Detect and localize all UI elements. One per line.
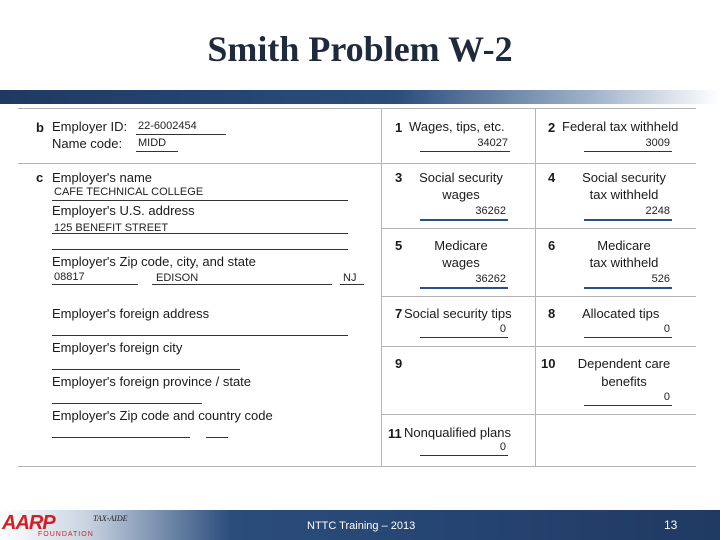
box-5-number: 5: [395, 238, 403, 253]
box-5-label-line1: Medicare: [434, 238, 488, 253]
field-underline: [420, 151, 510, 152]
grid-line: [18, 163, 696, 164]
employer-name-label: Employer's name: [52, 170, 153, 185]
field-underline: [52, 233, 348, 234]
slide-title: Smith Problem W-2: [207, 29, 513, 69]
box-2-value[interactable]: 3009: [645, 137, 670, 149]
field-underline: [52, 335, 348, 336]
field-underline: [52, 369, 240, 370]
aarp-foundation-text: FOUNDATION: [38, 531, 94, 538]
grid-line: [381, 108, 382, 466]
field-underline: [52, 200, 348, 201]
header-bar: [0, 90, 720, 104]
box-7-number: 7: [395, 306, 403, 321]
field-underline: [420, 455, 508, 456]
box-3-value[interactable]: 36262: [475, 205, 506, 217]
field-underline: [136, 151, 178, 152]
field-underline: [584, 405, 672, 406]
box-8-label: Allocated tips: [582, 306, 660, 321]
employer-id-value[interactable]: 22-6002454: [138, 120, 197, 132]
foreign-address-label: Employer's foreign address: [52, 306, 210, 321]
box-6-label-line1: Medicare: [597, 238, 651, 253]
field-underline: [420, 287, 508, 289]
name-code-value[interactable]: MIDD: [138, 137, 167, 149]
grid-line: [382, 296, 696, 297]
employer-id-label: Employer ID:: [52, 119, 128, 134]
foreign-zip-country-label: Employer's Zip code and country code: [52, 408, 273, 423]
field-underline: [52, 284, 138, 285]
grid-line: [535, 108, 536, 466]
grid-line: [18, 108, 696, 109]
box-10-label-line2: benefits: [601, 374, 647, 389]
tax-aide-text: TAX-AIDE: [93, 514, 128, 523]
box-2-label: Federal tax withheld: [562, 119, 679, 134]
field-underline: [420, 337, 508, 338]
field-underline: [52, 403, 202, 404]
foreign-province-label: Employer's foreign province / state: [52, 374, 252, 389]
grid-line: [382, 346, 696, 347]
box-10-value[interactable]: 0: [663, 391, 670, 403]
field-underline: [340, 284, 364, 285]
address-value[interactable]: 125 BENEFIT STREET: [54, 222, 169, 234]
field-underline: [584, 151, 672, 152]
box-10-label-line1: Dependent care: [577, 356, 671, 371]
box-11-number: 11: [388, 426, 402, 441]
field-underline: [52, 249, 348, 250]
grid-line: [382, 228, 696, 229]
box-4-label-line2: tax withheld: [589, 187, 659, 202]
state-value[interactable]: NJ: [343, 272, 357, 284]
grid-line: [18, 466, 696, 467]
box-4-value[interactable]: 2248: [645, 205, 670, 217]
box-b-letter: b: [36, 120, 44, 135]
name-code-label: Name code:: [52, 136, 123, 151]
city-value[interactable]: EDISON: [156, 272, 199, 284]
box-4-label-line1: Social security: [582, 170, 666, 185]
box-4-number: 4: [548, 170, 556, 185]
box-3-label-line1: Social security: [419, 170, 503, 185]
foreign-city-label: Employer's foreign city: [52, 340, 183, 355]
box-11-value[interactable]: 0: [499, 441, 506, 453]
box-8-value[interactable]: 0: [663, 323, 670, 335]
box-3-number: 3: [395, 170, 403, 185]
box-2-number: 2: [548, 120, 556, 135]
field-underline: [584, 337, 672, 338]
footer-program-text: NTTC Training – 2013: [307, 520, 416, 532]
box-1-label: Wages, tips, etc.: [409, 119, 505, 134]
field-underline: [584, 287, 672, 289]
box-1-number: 1: [395, 120, 403, 135]
field-underline: [136, 134, 226, 135]
zip-city-state-label: Employer's Zip code, city, and state: [52, 254, 256, 269]
box-8-number: 8: [548, 306, 556, 321]
field-underline: [206, 437, 228, 438]
box-c-letter: c: [36, 170, 44, 185]
aarp-logo: AARP: [2, 512, 55, 534]
box-6-value[interactable]: 526: [651, 273, 670, 285]
box-9-number: 9: [395, 356, 403, 371]
box-3-label-line2: wages: [442, 187, 480, 202]
employer-name-value[interactable]: CAFE TECHNICAL COLLEGE: [54, 186, 204, 198]
box-1-value[interactable]: 34027: [477, 137, 508, 149]
zip-value[interactable]: 08817: [54, 271, 85, 283]
box-7-value[interactable]: 0: [499, 323, 506, 335]
field-underline: [152, 284, 332, 285]
box-7-label: Social security tips: [404, 306, 512, 321]
field-underline: [584, 219, 672, 221]
field-underline: [420, 219, 508, 221]
page-number: 13: [664, 518, 678, 532]
w2-form: [18, 106, 698, 468]
box-6-label-line2: tax withheld: [589, 255, 659, 270]
grid-line: [382, 414, 696, 415]
box-10-number: 10: [541, 356, 556, 371]
box-11-label: Nonqualified plans: [404, 425, 511, 440]
box-5-label-line2: wages: [442, 255, 480, 270]
field-underline: [52, 437, 190, 438]
box-6-number: 6: [548, 238, 556, 253]
box-5-value[interactable]: 36262: [475, 273, 506, 285]
address-label: Employer's U.S. address: [52, 203, 195, 218]
